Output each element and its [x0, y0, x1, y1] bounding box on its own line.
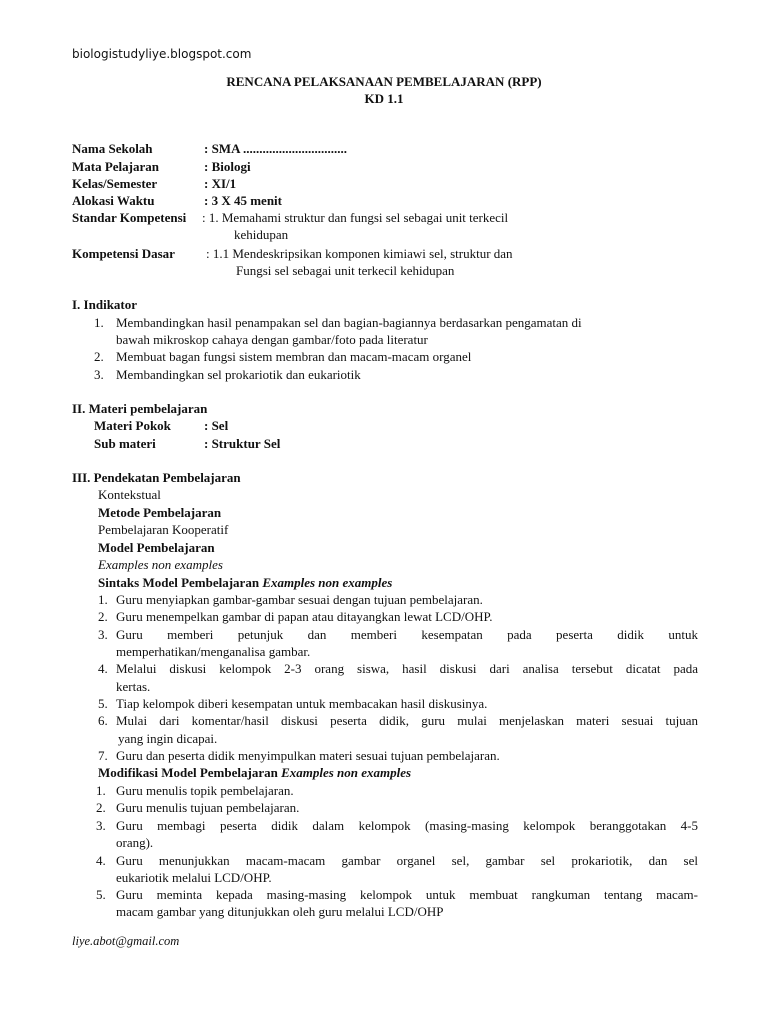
site-header: biologistudyliye.blogspot.com	[72, 47, 252, 61]
label-kelas-semester: Kelas/Semester	[72, 176, 158, 191]
document-title: RENCANA PELAKSANAAN PEMBELAJARAN (RPP)	[226, 74, 542, 89]
modifikasi-text: Guru menunjukkan macam-macam gambar organel sel, gambar sel prokariotik, dan sel	[116, 853, 698, 868]
value-alokasi-waktu: : 3 X 45 menit	[204, 193, 282, 208]
value-kompetensi-dasar: : 1.1 Mendeskripsikan komponen kimiawi sel, struktur dan	[206, 246, 513, 261]
label-alokasi-waktu: Alokasi Waktu	[72, 193, 155, 208]
modifikasi-num: 4.	[96, 853, 106, 868]
sintaks-num: 5.	[98, 696, 108, 711]
sintaks-text-cont: memperhatikan/menganalisa gambar.	[116, 644, 311, 659]
modifikasi-text-cont: eukariotik melalui LCD/OHP.	[116, 870, 272, 885]
modifikasi-heading: Modifikasi Model Pembelajaran Examples non examples	[98, 765, 412, 780]
value-kompetensi-dasar-cont: Fungsi sel sebagai unit terkecil kehidupan	[236, 263, 455, 278]
value-sub-materi: : Struktur Sel	[204, 436, 281, 451]
sintaks-text: Guru menempelkan gambar di papan atau ditayangkan lewat LCD/OHP.	[116, 609, 493, 624]
kd-number: KD 1.1	[364, 91, 404, 106]
modifikasi-num: 2.	[96, 800, 106, 815]
indikator-text: Membandingkan sel prokariotik dan eukariotik	[116, 367, 361, 382]
model-heading: Model Pembelajaran	[98, 540, 215, 555]
modifikasi-num: 1.	[96, 783, 106, 798]
modifikasi-text: Guru menulis tujuan pembelajaran.	[116, 800, 300, 815]
sintaks-text: Guru memberi petunjuk dan memberi kesempatan pada peserta didik untuk	[116, 627, 698, 642]
sintaks-num: 6.	[98, 713, 108, 728]
modifikasi-text-cont: macam gambar yang ditunjukkan oleh guru melalui LCD/OHP	[116, 904, 444, 919]
section-materi-heading: II. Materi pembelajaran	[72, 401, 208, 416]
sintaks-num: 1.	[98, 592, 108, 607]
label-kompetensi-dasar: Kompetensi Dasar	[72, 246, 175, 261]
label-standar-kompetensi: Standar Kompetensi	[72, 210, 187, 225]
indikator-num: 2.	[94, 349, 104, 364]
sintaks-num: 2.	[98, 609, 108, 624]
sintaks-num: 3.	[98, 627, 108, 642]
modifikasi-text: Guru menulis topik pembelajaran.	[116, 783, 294, 798]
indikator-text-cont: bawah mikroskop cahaya dengan gambar/foto pada literatur	[116, 332, 428, 347]
sintaks-heading: Sintaks Model Pembelajaran Examples non examples	[98, 575, 393, 590]
value-mata-pelajaran: : Biologi	[204, 159, 251, 174]
modifikasi-text: Guru membagi peserta didik dalam kelompok (masing-masing kelompok beranggotakan 4-5	[116, 818, 698, 833]
pendekatan-value: Kontekstual	[98, 487, 161, 502]
value-kelas-semester: : XI/1	[204, 176, 237, 191]
sintaks-text-cont: kertas.	[116, 679, 151, 694]
section-indikator-heading: I. Indikator	[72, 297, 138, 312]
label-nama-sekolah: Nama Sekolah	[72, 141, 153, 156]
metode-value: Pembelajaran Kooperatif	[98, 522, 229, 537]
value-materi-pokok: : Sel	[204, 418, 229, 433]
model-value: Examples non examples	[98, 557, 223, 572]
sintaks-text: Mulai dari komentar/hasil diskusi peserta didik, guru mulai menjelaskan materi sesuai tujuan	[116, 713, 698, 728]
value-nama-sekolah: : SMA ................................	[204, 141, 347, 156]
section-pendekatan-heading: III. Pendekatan Pembelajaran	[72, 470, 241, 485]
modifikasi-num: 5.	[96, 887, 106, 902]
sintaks-text-cont: yang ingin dicapai.	[118, 731, 218, 746]
modifikasi-text: Guru meminta kepada masing-masing kelompok untuk membuat rangkuman tentang macam-	[116, 887, 698, 902]
indikator-text: Membandingkan hasil penampakan sel dan bagian-bagiannya berdasarkan pengamatan di	[116, 315, 582, 330]
label-materi-pokok: Materi Pokok	[94, 418, 171, 433]
sintaks-text: Guru menyiapkan gambar-gambar sesuai dengan tujuan pembelajaran.	[116, 592, 483, 607]
indikator-num: 1.	[94, 315, 104, 330]
label-mata-pelajaran: Mata Pelajaran	[72, 159, 160, 174]
label-sub-materi: Sub materi	[94, 436, 156, 451]
modifikasi-num: 3.	[96, 818, 106, 833]
sintaks-num: 7.	[98, 748, 108, 763]
sintaks-text: Melalui diskusi kelompok 2-3 orang siswa, hasil diskusi dari analisa tersebut dicatat pada	[116, 661, 698, 676]
value-standar-kompetensi: : 1. Memahami struktur dan fungsi sel sebagai unit terkecil	[202, 210, 509, 225]
value-standar-kompetensi-cont: kehidupan	[234, 227, 289, 242]
indikator-text: Membuat bagan fungsi sistem membran dan macam-macam organel	[116, 349, 472, 364]
modifikasi-text-cont: orang).	[116, 835, 154, 850]
footer-email: liye.abot@gmail.com	[72, 934, 180, 948]
indikator-num: 3.	[94, 367, 104, 382]
metode-heading: Metode Pembelajaran	[98, 505, 222, 520]
sintaks-text: Tiap kelompok diberi kesempatan untuk membacakan hasil diskusinya.	[116, 696, 488, 711]
sintaks-num: 4.	[98, 661, 108, 676]
sintaks-text: Guru dan peserta didik menyimpulkan materi sesuai tujuan pembelajaran.	[116, 748, 500, 763]
